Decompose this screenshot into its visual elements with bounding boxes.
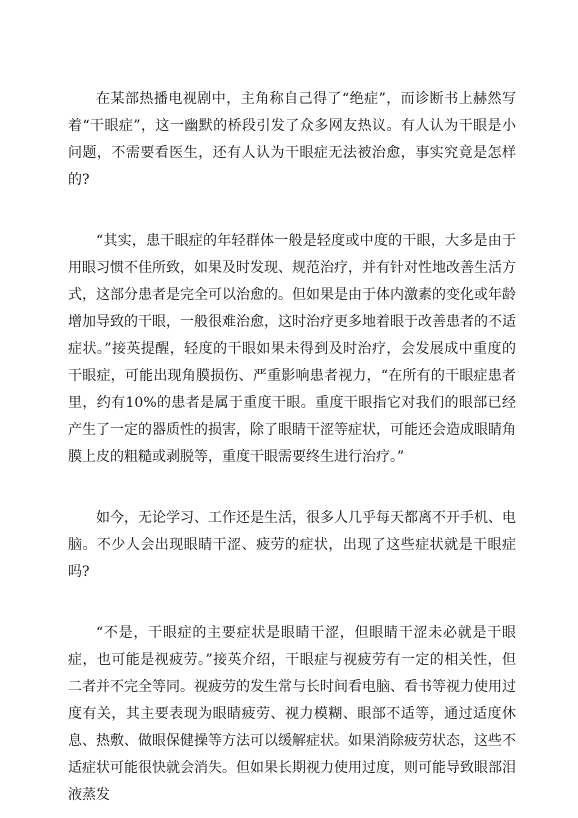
article-body — [68, 86, 516, 809]
paragraph: “不是，干眼症的主要症状是眼睛干涩，但眼睛干涩未必就是干眼症，也可能是视疲劳。”接英介绍，干眼症与视疲劳有一定的相关性，但二者并不完全等同。视疲劳的发生常与长时间看电脑、看书等视力使用过度有关，其主要表现为眼睛疲劳、视力模糊、眼部不适等，通过适度休息、热敷、做眼保健操等方法可以缓解症状。如果消除疲劳状态，这些不适症状可能很快就会消失。但如果长期视力使用过度，则可能导致眼部泪液蒸发 — [68, 625, 516, 803]
paragraph: 在某部热播电视剧中，主角称自己得了“绝症”，而诊断书上赫然写着“干眼症”，这一幽默的桥段引发了众多网友热议。有人认为干眼是小问题，不需要看医生，还有人认为干眼症无法被治愈，事实究竟是怎样的? — [68, 91, 516, 188]
paragraph: “其实，患干眼症的年轻群体一般是轻度或中度的干眼，大多是由于用眼习惯不佳所致，如果及时发现、规范治疗，并有针对性地改善生活方式，这部分患者是完全可以治愈的。但如果是由于体内激素的变化或年龄增加导致的干眼，一般很难治愈，这时治疗更多地着眼于改善患者的不适症状。”接英提醒，轻度的干眼如果未得到及时治疗，会发展成中重度的干眼症，可能出现角膜损伤、严重影响患者视力，“在所有的干眼症患者里，约有10%的患者是属于重度干眼。重度干眼指它对我们的眼部已经产生了一定的器质性的损害，除了眼睛干涩等症状，可能还会造成眼睛角膜上皮的粗糙或剥脱等，重度干眼需要终生进行治疗。” — [68, 233, 516, 465]
paragraph: 如今，无论学习、工作还是生活，很多人几乎每天都离不开手机、电脑。不少人会出现眼睛干涩、疲劳的症状，出现了这些症状就是干眼症吗? — [68, 510, 516, 580]
